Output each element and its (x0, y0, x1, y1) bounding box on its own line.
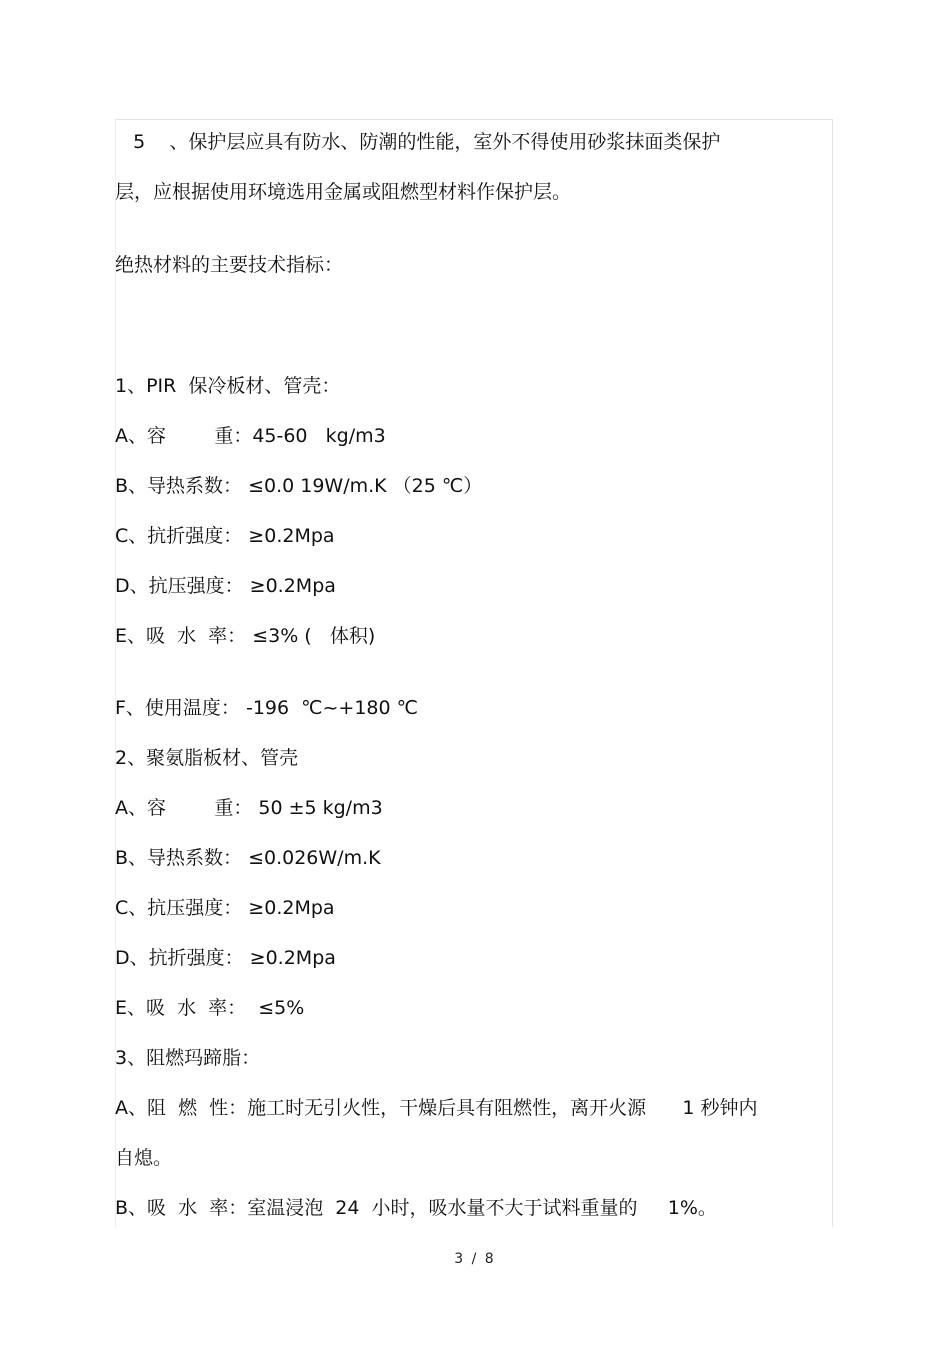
spec-line: B、导热系数： ≤0.026W/m.K (115, 847, 381, 869)
spec-line: B、导热系数： ≤0.0 19W/m.K （25 ℃） (115, 475, 483, 497)
spec-line: A、容 重： 50 ±5 kg/m3 (115, 797, 383, 819)
spec-line: C、抗压强度： ≥0.2Mpa (115, 897, 335, 919)
subsection-heading: 3、阻燃玛蹄脂： (115, 1047, 261, 1069)
text-line: 层，应根据使用环境选用金属或阻燃型材料作保护层。 (115, 181, 572, 203)
text-line: 5 、保护层应具有防水、防潮的性能，室外不得使用砂浆抹面类保护 (115, 131, 721, 153)
spec-line: A、阻 燃 性：施工时无引火性，干燥后具有阻燃性，离开火源 1 秒钟内 (115, 1097, 758, 1119)
spec-line: E、吸 水 率： ≤5% (115, 997, 305, 1019)
spec-line: D、抗折强度： ≥0.2Mpa (115, 947, 336, 969)
spec-line: 自熄。 (115, 1147, 173, 1169)
section-heading: 绝热材料的主要技术指标： (115, 254, 344, 276)
subsection-heading: 2、聚氨脂板材、管壳 (115, 747, 299, 769)
spec-line: A、容 重：45-60 kg/m3 (115, 425, 386, 447)
spec-line: B、吸 水 率：室温浸泡 24 小时，吸水量不大于试料重量的 1%。 (115, 1197, 717, 1219)
page-number: 3 / 8 (454, 1251, 496, 1267)
spec-line: C、抗折强度： ≥0.2Mpa (115, 525, 335, 547)
spec-line: E、吸 水 率： ≤3% ( 体积) (115, 625, 376, 647)
spec-line: D、抗压强度： ≥0.2Mpa (115, 575, 336, 597)
spec-line: F、使用温度： -196 ℃~+180 ℃ (115, 697, 418, 719)
subsection-heading: 1、PIR 保冷板材、管壳： (115, 375, 341, 397)
